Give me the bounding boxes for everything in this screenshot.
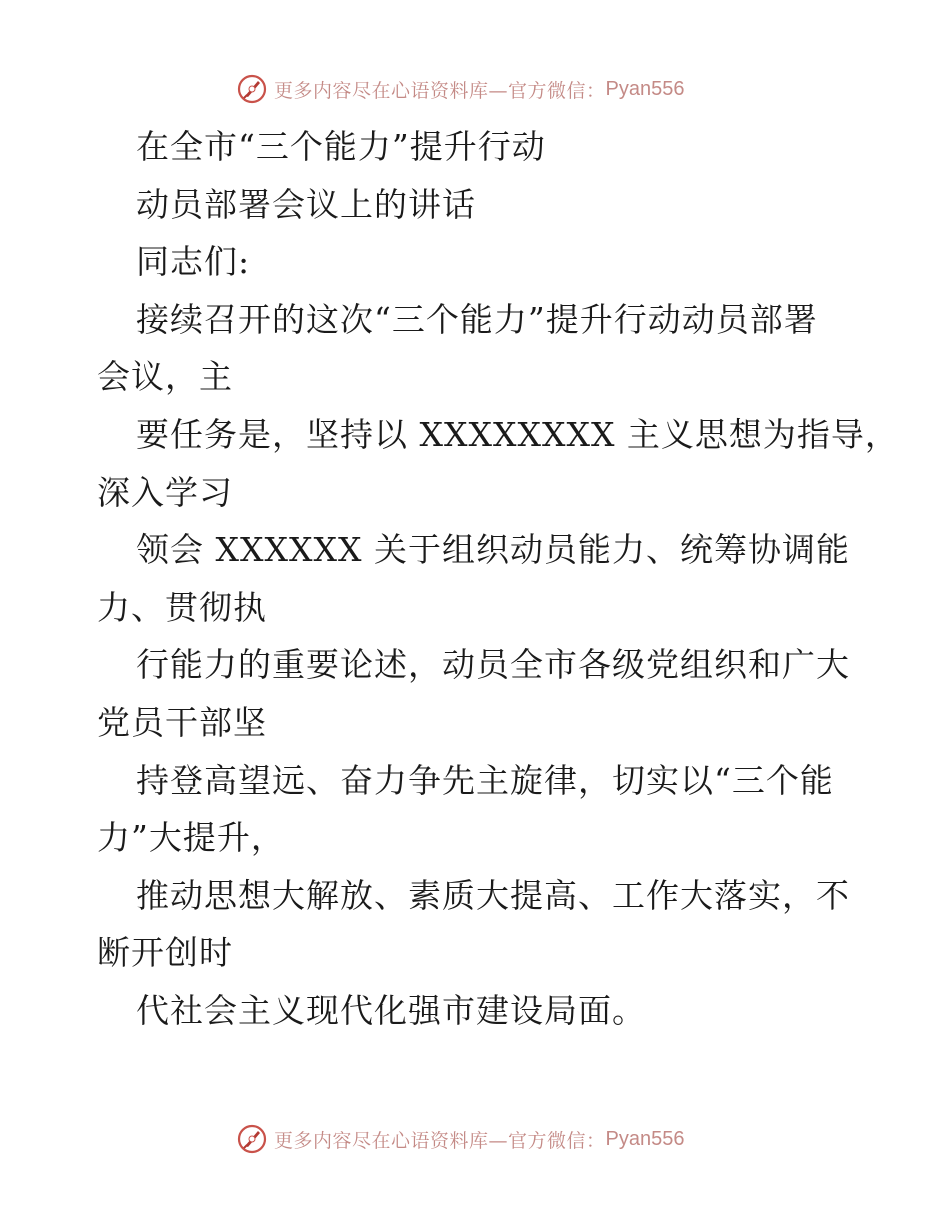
paragraph-line: 要任务是，坚持以 XXXXXXXX 主义思想为指导， (136, 414, 899, 454)
paragraph-line: 党员干部坚 (97, 702, 267, 742)
watermark-handle: Pyan556 (605, 1127, 685, 1150)
salutation: 同志们: (136, 242, 251, 282)
paragraph-line: 力、贯彻执 (97, 587, 267, 627)
paragraph-line: 深入学习 (97, 472, 233, 512)
paragraph-line: 推动思想大解放、素质大提高、工作大落实，不 (136, 875, 850, 915)
paragraph-line: 会议，主 (97, 357, 233, 397)
header-watermark (236, 72, 684, 106)
watermark-text: 更多内容尽在心语资料库—官方微信： (274, 79, 606, 102)
paragraph-line: 力”大提升， (97, 818, 285, 858)
paragraph-line: 断开创时 (97, 933, 233, 973)
title-line-1: 在全市“三个能力”提升行动 (136, 127, 546, 166)
paragraph-line: 持登高望远、奋力争先主旋律，切实以“三个能 (136, 760, 834, 800)
footer-watermark (236, 1122, 684, 1156)
document-body (97, 118, 899, 1040)
quill-logo-icon (236, 73, 268, 105)
paragraph-line: 接续召开的这次“三个能力”提升行动动员部署 (136, 299, 818, 339)
title-line-2: 动员部署会议上的讲话 (136, 184, 476, 224)
quill-logo-icon (236, 1123, 268, 1155)
paragraph-line: 行能力的重要论述，动员全市各级党组织和广大 (136, 645, 850, 685)
paragraph-line: 领会 XXXXXX 关于组织动员能力、统筹协调能 (136, 530, 850, 570)
paragraph-line: 代社会主义现代化强市建设局面。 (136, 990, 646, 1030)
watermark-handle: Pyan556 (605, 77, 685, 100)
watermark-text: 更多内容尽在心语资料库—官方微信： (274, 1129, 606, 1152)
